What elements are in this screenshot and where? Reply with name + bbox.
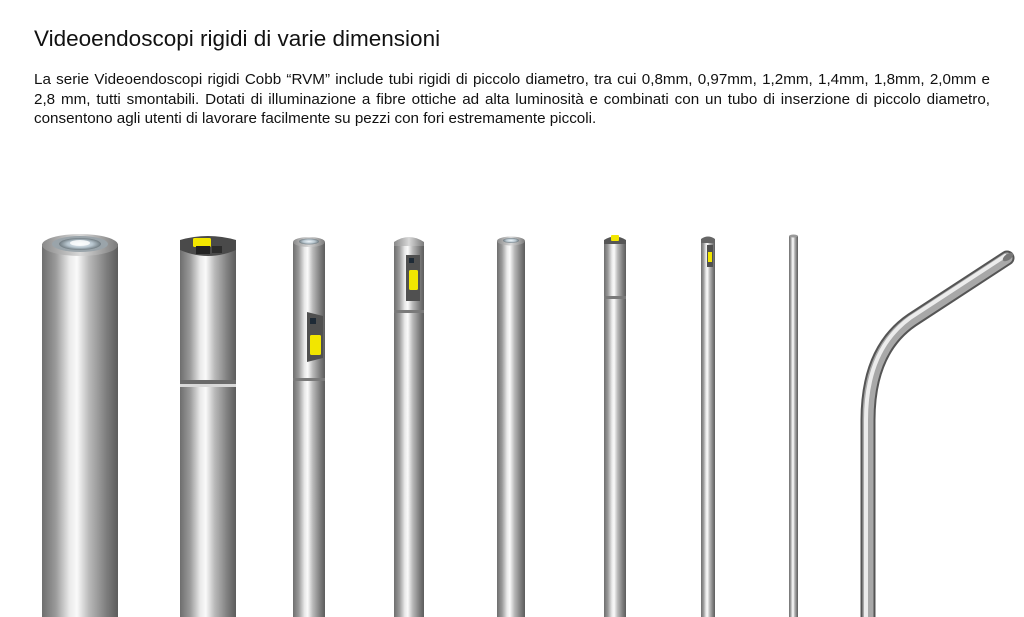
scope-5 <box>497 237 525 617</box>
scope-6 <box>604 235 626 617</box>
intro-paragraph: La serie Videoendoscopi rigidi Cobb “RVM” include tubi rigidi di piccolo diametro, tra cui 0,8mm, 0,97mm, 1,2mm, 1,4mm, 1,8mm, 2,0mm e 2,8 mm, tutti smontabili. Dotati di illuminazione a fibre ottiche ad alta luminosità e combinati con un tubo di inserzione di piccolo diametro, consentono agli utenti di lavorare facilmente su pezzi con fori estremamente piccoli. <box>34 71 990 127</box>
scope-7 <box>701 237 715 617</box>
scope-gallery-image <box>0 200 1024 617</box>
scope-1 <box>42 234 118 617</box>
scope-9 <box>866 251 1015 617</box>
scope-3 <box>293 237 325 617</box>
scope-2 <box>180 236 236 617</box>
scope-4 <box>394 237 424 617</box>
page-title: Videoendoscopi rigidi di varie dimensioni <box>34 26 441 51</box>
scope-8 <box>789 235 798 617</box>
